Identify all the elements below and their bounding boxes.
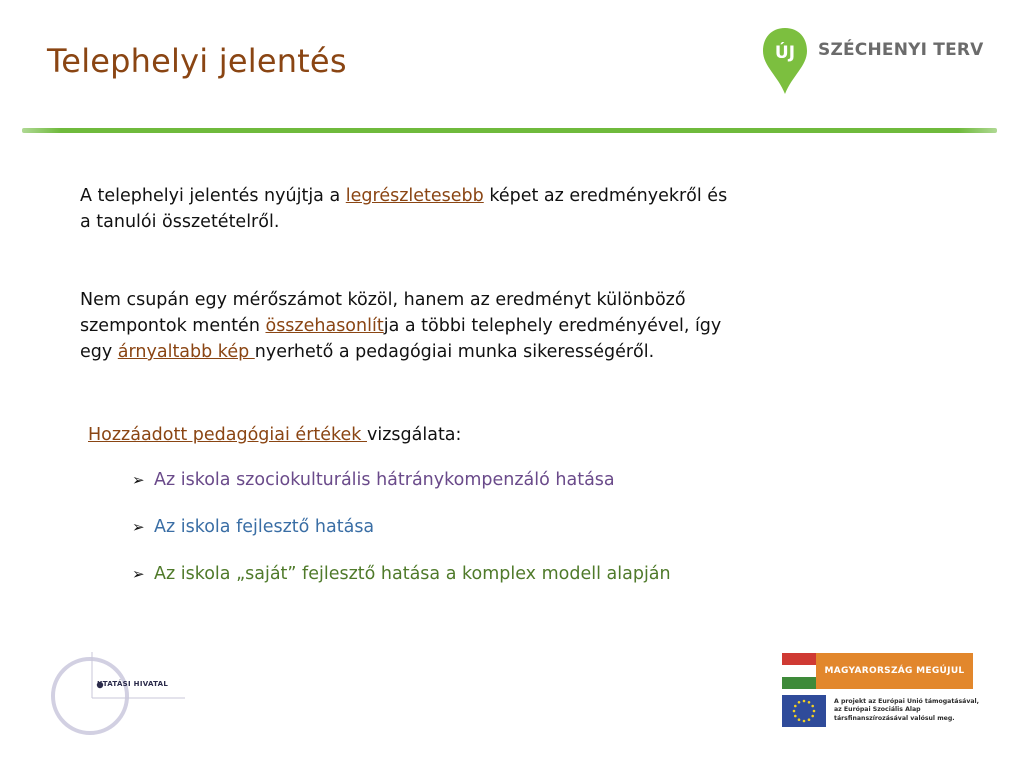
brand-logo-prefix: ÚJ: [774, 43, 796, 63]
link-osszehasonlit[interactable]: összehasonlít: [265, 316, 384, 336]
p2-text-e: nyerhető a pedagógiai munka sikerességéről.: [254, 342, 655, 362]
list-item: [132, 470, 671, 496]
bullet-text: Az iskola fejlesztő hatása: [154, 517, 375, 537]
section-heading-rest: vizsgálata:: [367, 425, 462, 445]
list-item: [132, 564, 671, 590]
oktatasi-hivatal-text: KTATÁSI HIVATAL: [97, 680, 169, 688]
eu-text-line-3: társfinanszírozásával valósul meg.: [834, 714, 955, 722]
link-arnyaltabb-kep[interactable]: árnyaltabb kép: [117, 342, 255, 362]
eu-text: [834, 698, 979, 723]
list-item: [132, 517, 671, 543]
eu-text-line-1: A projekt az Európai Unió támogatásával,: [834, 698, 980, 705]
eu-text-line-2: az Európai Szociális Alap: [834, 706, 921, 714]
hungarian-flag-icon: [782, 653, 816, 689]
arrow-bullet-icon: ➢: [132, 518, 145, 536]
arrow-bullet-icon: ➢: [132, 471, 145, 489]
page-title: Telephelyi jelentés: [47, 42, 347, 80]
header-divider: [22, 128, 997, 133]
circle-logo-icon: [45, 648, 195, 743]
eu-flag-icon: [782, 695, 826, 727]
p2-text-b: szempontok mentén: [80, 316, 266, 336]
bullet-list: [132, 470, 671, 611]
link-hozzaadott-ertekek[interactable]: Hozzáadott pedagógiai értékek: [88, 425, 367, 445]
paragraph-2: [80, 287, 721, 365]
eu-funding-notice: [782, 695, 982, 731]
map-pin-icon: [760, 26, 810, 96]
link-legreszletesebb[interactable]: legrészletesebb: [345, 186, 484, 206]
p2-text-a: Nem csupán egy mérőszámot közöl, hanem az eredményt különböző: [80, 290, 686, 310]
body-text: [80, 183, 940, 362]
oktatasi-hivatal-logo: [45, 648, 195, 743]
section-heading: [88, 425, 461, 445]
bullet-text: Az iskola „saját” fejlesztő hatása a komplex modell alapján: [154, 564, 671, 584]
p1-text-b: képet az eredményekről és: [483, 186, 728, 206]
bullet-text: Az iskola szociokulturális hátránykompenzáló hatása: [154, 470, 615, 490]
paragraph-1: [80, 183, 940, 235]
p1-text-a: A telephelyi jelentés nyújtja a: [80, 186, 346, 206]
uj-szechenyi-terv-logo: [760, 26, 990, 96]
p2-text-c: ja a többi telephely eredményével, így: [383, 316, 722, 336]
p2-text-d: egy: [80, 342, 118, 362]
magyarorszag-megujul-banner: [782, 653, 973, 689]
brand-logo-text: SZÉCHENYI TERV: [818, 40, 984, 60]
arrow-bullet-icon: ➢: [132, 565, 145, 583]
p1-text-c: a tanulói összetételről.: [80, 212, 280, 232]
banner-text: MAGYARORSZÁG MEGÚJUL: [816, 653, 973, 689]
